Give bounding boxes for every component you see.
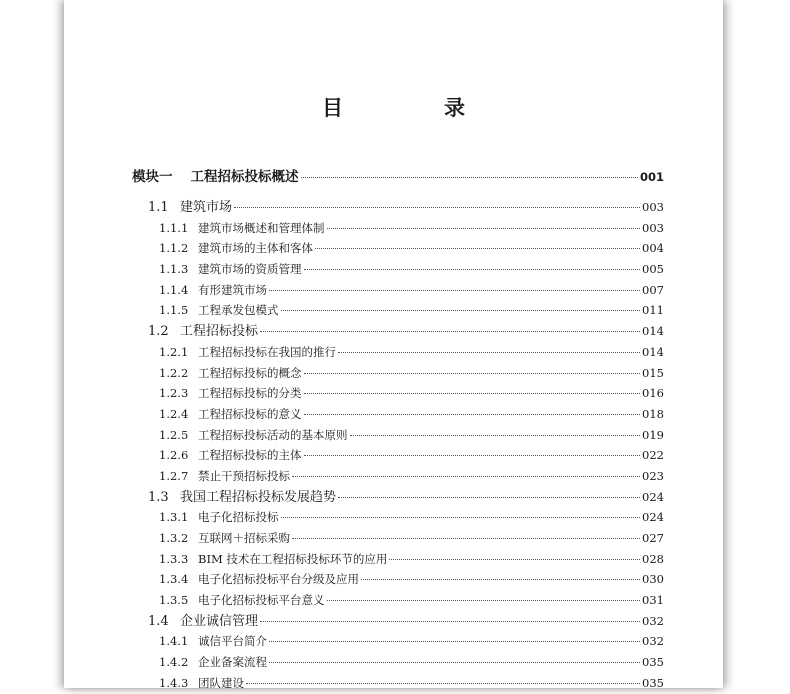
toc-entry-sub[interactable]: [132, 507, 664, 528]
toc-entry-sub[interactable]: [132, 238, 664, 259]
toc-entry-page-number: 015: [642, 365, 664, 380]
toc-entry-label: 企业诚信管理: [180, 613, 259, 629]
toc-entry-label: 工程招标投标的分类: [198, 386, 302, 401]
toc-entry-number: 1.4.3: [159, 675, 189, 690]
dot-leader: [304, 373, 641, 374]
dot-leader: [304, 414, 641, 415]
dot-leader: [269, 641, 640, 642]
toc-entry-page-number: 030: [642, 572, 664, 587]
dot-leader: [269, 290, 640, 291]
dot-leader: [292, 538, 640, 539]
toc-entry-page-number: 022: [642, 448, 664, 463]
toc-entry-page-number: 003: [642, 220, 664, 235]
toc-entry-sub[interactable]: [132, 300, 664, 321]
toc-entry-number: 1.2.5: [159, 427, 189, 442]
dot-leader: [350, 435, 641, 436]
toc-entry-page-number: 035: [642, 675, 664, 690]
dot-leader: [304, 393, 641, 394]
toc-entry-sub[interactable]: [132, 590, 664, 611]
toc-entry-page-number: 027: [642, 531, 664, 545]
toc-entry-sub[interactable]: [132, 363, 664, 384]
toc-entry-sub[interactable]: [132, 466, 664, 487]
toc-entry-page-number: 024: [642, 510, 664, 525]
toc-entry-number: 1.2.3: [159, 386, 189, 401]
toc-entry-page-number: 032: [642, 634, 664, 649]
toc-entry-page-number: 004: [642, 241, 664, 256]
document-page: [64, 0, 723, 688]
toc-entry-page-number: 031: [642, 593, 664, 608]
toc-entry-section[interactable]: [132, 611, 664, 632]
toc-entry-section[interactable]: [132, 321, 664, 342]
toc-entry-label: 工程招标投标的主体: [198, 448, 302, 463]
toc-entry-sub[interactable]: [132, 528, 664, 549]
toc-entry-label: 禁止干预招标投标: [198, 468, 290, 483]
toc-entry-sub[interactable]: [132, 383, 664, 404]
toc-entry-number: 1.2.6: [159, 448, 189, 463]
toc-entry-sub[interactable]: [132, 342, 664, 363]
dot-leader: [304, 269, 641, 270]
dot-leader: [292, 476, 640, 477]
dot-leader: [315, 248, 640, 249]
dot-leader: [327, 600, 641, 601]
toc-entry-sub[interactable]: [132, 259, 664, 280]
dot-leader: [361, 579, 640, 580]
toc-entry-sub[interactable]: [132, 218, 664, 239]
toc-entry-label: 企业备案流程: [198, 655, 267, 670]
toc-entry-label: 建筑市场的主体和客体: [198, 241, 313, 256]
toc-entry-number: 1.2.1: [159, 344, 189, 359]
toc-entry-label: 工程承发包模式: [198, 303, 279, 318]
toc-entry-label: 电子化招标投标: [198, 510, 279, 525]
toc-entry-label: 工程招标投标的概念: [198, 365, 302, 380]
toc-entry-number: 1.3.5: [159, 593, 189, 608]
toc-entry-number: 1.3.4: [159, 572, 189, 587]
toc-entry-sub[interactable]: [132, 549, 664, 570]
toc-entry-page-number: 014: [642, 344, 664, 359]
toc-entry-label: 互联网＋招标采购: [198, 531, 290, 545]
toc-entry-page-number: 014: [642, 324, 664, 339]
toc-entry-number: 1.4.2: [159, 655, 189, 670]
toc-entry-sub[interactable]: [132, 631, 664, 652]
toc-entry-page-number: 023: [642, 468, 664, 483]
toc-entry-page-number: 011: [642, 303, 664, 318]
toc-entry-label: 建筑市场的资质管理: [198, 262, 302, 277]
page-title: 目 录: [322, 96, 505, 120]
toc-entry-label: 工程招标投标: [180, 324, 259, 340]
toc-entry-sub[interactable]: [132, 404, 664, 425]
toc-entry-number: 1.4: [148, 613, 169, 629]
toc-entry-page-number: 005: [642, 262, 664, 277]
toc-entry-page-number: 024: [642, 489, 664, 504]
toc-entry-number: 1.1.2: [159, 241, 189, 256]
toc-entry-number: 1.1.1: [159, 220, 189, 235]
toc-entry-sub[interactable]: [132, 445, 664, 466]
dot-leader: [389, 559, 640, 560]
dot-leader: [304, 455, 641, 456]
toc-entry-number: 1.3: [148, 489, 169, 505]
toc-entry-sub[interactable]: [132, 652, 664, 673]
toc-entry-label: 电子化招标投标平台意义: [198, 593, 325, 608]
toc-entry-label: 团队建设: [198, 675, 244, 690]
toc-entry-label: 我国工程招标投标发展趋势: [180, 489, 337, 505]
toc-entry-label: 建筑市场概述和管理体制: [198, 220, 325, 235]
toc-entry-number: 1.1.5: [159, 303, 189, 318]
toc-entry-label: BIM 技术在工程招标投标环节的应用: [198, 551, 388, 566]
toc-entry-page-number: 019: [642, 427, 664, 442]
dot-leader: [301, 177, 638, 178]
toc-entry-sub[interactable]: [132, 425, 664, 446]
toc-entry-page-number: 028: [642, 551, 664, 566]
toc-entry-number: 1.2.7: [159, 468, 189, 483]
toc-entry-label: 有形建筑市场: [198, 282, 267, 297]
toc-entry-sub[interactable]: [132, 673, 664, 694]
dot-leader: [234, 207, 640, 208]
dot-leader: [260, 331, 640, 332]
toc-entry-label: 诚信平台简介: [198, 634, 267, 649]
toc-entry-label: 工程招标投标活动的基本原则: [198, 427, 348, 442]
toc-entry-number: 1.3.2: [159, 531, 189, 545]
toc-entry-label: 建筑市场: [180, 200, 233, 215]
toc-entry-section[interactable]: [132, 487, 664, 508]
toc-entry-label: 工程招标投标的意义: [198, 406, 302, 421]
dot-leader: [246, 683, 640, 684]
toc-entry-number: 模块一: [132, 169, 173, 185]
toc-entry-page-number: 003: [642, 200, 664, 214]
toc-entry-page-number: 016: [642, 386, 664, 401]
toc-entry-chapter[interactable]: [132, 166, 664, 188]
toc-entry-page-number: 035: [642, 655, 664, 670]
toc-entry-number: 1.3.1: [159, 510, 189, 525]
toc-entry-number: 1.2: [148, 324, 169, 340]
toc-entry-page-number: 032: [642, 613, 664, 628]
toc-entry-label: 工程招标投标在我国的推行: [198, 344, 336, 359]
dot-leader: [338, 497, 640, 498]
dot-leader: [281, 310, 641, 311]
toc-entry-label: 电子化招标投标平台分级及应用: [198, 572, 359, 587]
toc-entry-number: 1.3.3: [159, 551, 189, 566]
toc-entry-number: 1.2.2: [159, 365, 189, 380]
dot-leader: [327, 228, 641, 229]
toc-entry-number: 1.4.1: [159, 634, 189, 649]
toc-entry-number: 1.1.3: [159, 262, 189, 277]
dot-leader: [281, 517, 641, 518]
toc-entry-sub[interactable]: [132, 280, 664, 301]
dot-leader: [269, 662, 640, 663]
table-of-contents: [132, 166, 664, 694]
toc-entry-sub[interactable]: [132, 569, 664, 590]
toc-entry-section[interactable]: [132, 197, 664, 218]
dot-leader: [338, 352, 640, 353]
toc-entry-number: 1.2.4: [159, 406, 189, 421]
toc-entry-label: 工程招标投标概述: [190, 169, 299, 185]
toc-entry-number: 1.1.4: [159, 282, 189, 297]
toc-entry-page-number: 018: [642, 406, 664, 421]
toc-entry-page-number: 001: [639, 170, 664, 184]
toc-entry-number: 1.1: [148, 200, 169, 215]
dot-leader: [260, 621, 640, 622]
toc-entry-page-number: 007: [642, 282, 664, 297]
